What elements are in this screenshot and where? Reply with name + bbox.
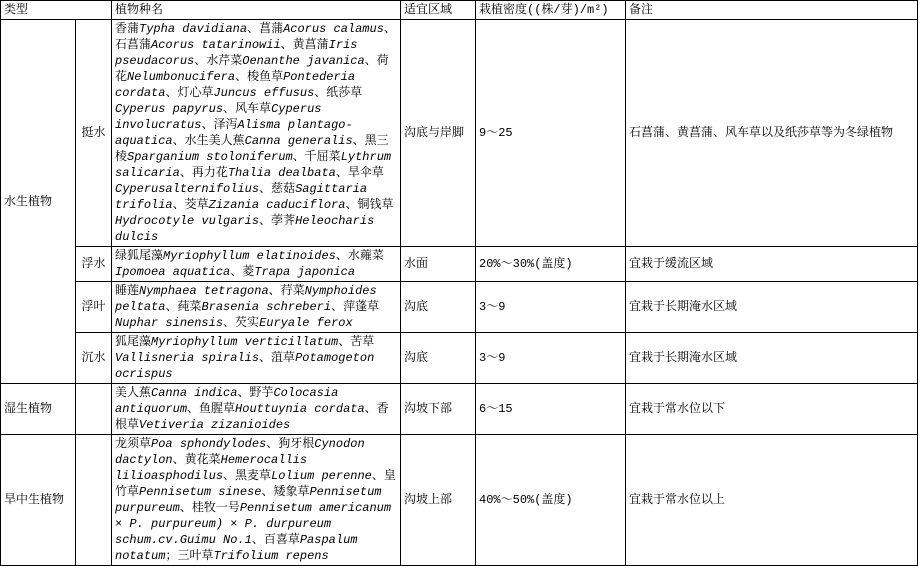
- type-cell: 水生植物: [1, 20, 76, 384]
- note-cell: 宜栽于长期淹水区域: [626, 333, 918, 384]
- latin-name: Heleocharis dulcis: [115, 214, 375, 244]
- density-cell: 9～25: [476, 20, 626, 247]
- density-cell: 20%～30%(盖度): [476, 247, 626, 282]
- header-species: 植物种名: [112, 1, 401, 20]
- latin-name: Acorus tatarinowii: [151, 38, 281, 52]
- species-cell: 睡莲Nymphaea tetragona、荇菜Nymphoides peltata、莼菜Brasenia schreberi、萍蓬草Nuphar sinensis、芡实Euryale ferox: [112, 282, 401, 333]
- latin-name: Myriophyllum elatinoides: [163, 249, 336, 263]
- note-cell: 宜栽于常水位以下: [626, 384, 918, 435]
- latin-name: Acorus calamus: [283, 22, 384, 36]
- latin-name: Pennisetum americanum × P. purpureum) × P. durpureum schum.cv.Guimu No.1: [115, 501, 392, 547]
- latin-name: Myriophyllum verticillatum: [151, 335, 339, 349]
- latin-name: Pennisetum purpureum: [115, 485, 382, 515]
- header-density: 栽植密度((株/芽)/m²): [476, 1, 626, 20]
- header-row: [1, 1, 918, 20]
- note-cell: 宜栽于常水位以上: [626, 435, 918, 566]
- area-cell: 沟底: [401, 282, 476, 333]
- latin-name: Juncus effusus: [213, 86, 315, 100]
- latin-name: Trifolium repens: [213, 549, 329, 563]
- latin-name: Vetiveria zizanioides: [139, 418, 291, 432]
- latin-name: Hydrocotyle vulgaris: [115, 214, 260, 228]
- latin-name: Nuphar sinensis: [115, 316, 224, 330]
- latin-name: Thalia dealbata: [227, 166, 336, 180]
- latin-name: Zizania caduciflora: [208, 198, 346, 212]
- species-cell: 香蒲Typha davidiana、菖蒲Acorus calamus、石菖蒲Acorus tatarinowii、黄菖蒲Iris pseudacorus、水芹菜Oenanthe javanica、荷花Nelumbonucifera、梭鱼草Pontederia cordata、灯心草Juncus effusus、纸莎草Cyperus papyrus、风车草Cyperus involucratus、泽泻Alisma plantago-aquatica、水生美人蕉Canna generalis、黑三棱Sparganium stoloniferum、千屈菜Lythrum salicaria、再力花Thalia dealbata、旱伞草Cyperusalternifolius、慈菇Sagittaria trifolia、茭草Zizania caduciflora、铜钱草Hydrocotyle vulgaris、荸荠Heleocharis dulcis: [112, 20, 401, 247]
- latin-name: Euryale ferox: [259, 316, 353, 330]
- latin-name: Sparganium stoloniferum: [127, 150, 293, 164]
- latin-name: Houttuynia cordata: [235, 402, 365, 416]
- latin-name: Nymphaea tetragona: [139, 284, 269, 298]
- table-row: [1, 247, 918, 282]
- latin-name: Sagittaria trifolia: [115, 182, 368, 212]
- latin-name: Cyperus involucratus: [115, 102, 322, 132]
- species-cell: 绿狐尾藻Myriophyllum elatinoides、水蕹菜Ipomoea aquatica、菱Trapa japonica: [112, 247, 401, 282]
- latin-name: Lolium perenne: [271, 469, 372, 483]
- type-cell: 湿生植物: [1, 384, 76, 435]
- note-cell: 石菖蒲、黄菖蒲、风车草以及纸莎草等为冬绿植物: [626, 20, 918, 247]
- area-cell: 沟坡上部: [401, 435, 476, 566]
- type-cell: 旱中生植物: [1, 435, 76, 566]
- subtype-cell: 浮水: [76, 247, 112, 282]
- area-cell: 沟底: [401, 333, 476, 384]
- latin-name: Cynodon dactylon: [115, 437, 365, 467]
- latin-name: Paspalum notatum: [115, 533, 358, 563]
- latin-name: Hemerocallis lilioasphodilus: [115, 453, 308, 483]
- subtype-cell: 沉水: [76, 333, 112, 384]
- density-cell: 3～9: [476, 282, 626, 333]
- subtype-cell: 挺水: [76, 20, 112, 247]
- table-row: [1, 20, 918, 247]
- latin-name: Pontederia cordata: [115, 70, 356, 100]
- header-area: 适宜区域: [401, 1, 476, 20]
- table-row: [1, 282, 918, 333]
- latin-name: Ipomoea aquatica: [115, 265, 231, 279]
- latin-name: Alisma plantago-aquatica: [115, 118, 353, 148]
- latin-name: Brasenia schreberi: [201, 300, 332, 314]
- latin-name: Cyperusalternifolius: [115, 182, 260, 196]
- latin-name: Pennisetum sinese: [139, 485, 262, 499]
- latin-name: Potamogeton ocrispus: [115, 351, 375, 381]
- density-cell: 6～15: [476, 384, 626, 435]
- latin-name: Trapa japonica: [254, 265, 356, 279]
- area-cell: 水面: [401, 247, 476, 282]
- latin-name: Poa sphondylodes: [151, 437, 267, 451]
- density-cell: 3～9: [476, 333, 626, 384]
- latin-name: Lythrum salicaria: [115, 150, 392, 180]
- table-row: [1, 333, 918, 384]
- latin-name: Vallisneria spiralis: [115, 351, 260, 365]
- latin-name: Cyperus papyrus: [115, 102, 224, 116]
- latin-name: Canna indica: [151, 386, 238, 400]
- header-note: 备注: [626, 1, 918, 20]
- subtype-cell: [76, 384, 112, 435]
- latin-name: Nelumbonucifera: [127, 70, 236, 84]
- note-cell: 宜栽于缓流区域: [626, 247, 918, 282]
- latin-name: Canna generalis: [244, 134, 353, 148]
- area-cell: 沟坡下部: [401, 384, 476, 435]
- latin-name: Colocasia antiquorum: [115, 386, 339, 416]
- table-row: [1, 435, 918, 566]
- latin-name: Oenanthe javanica: [242, 54, 365, 68]
- subtype-cell: [76, 435, 112, 566]
- latin-name: Typha davidiana: [139, 22, 248, 36]
- density-cell: 40%～50%(盖度): [476, 435, 626, 566]
- header-type: 类型: [1, 1, 112, 20]
- latin-name: Nymphoides peltata: [115, 284, 377, 314]
- species-cell: 狐尾藻Myriophyllum verticillatum、苦草Vallisneria spiralis、菹草Potamogeton ocrispus: [112, 333, 401, 384]
- note-cell: 宜栽于长期淹水区域: [626, 282, 918, 333]
- latin-name: Iris pseudacorus: [115, 38, 358, 68]
- subtype-cell: 浮叶: [76, 282, 112, 333]
- species-cell: 美人蕉Canna indica、野芋Colocasia antiquorum、鱼腥草Houttuynia cordata、香根草Vetiveria zizanioides: [112, 384, 401, 435]
- area-cell: 沟底与岸脚: [401, 20, 476, 247]
- species-cell: 龙须草Poa sphondylodes、狗牙根Cynodon dactylon、黄花菜Hemerocallis lilioasphodilus、黑麦草Lolium perenne、皇竹草Pennisetum sinese、矮象草Pennisetum purpureum、桂牧一号Pennisetum americanum × P. purpureum) × P. durpureum schum.cv.Guimu No.1、百喜草Paspalum notatum；三叶草Trifolium repens: [112, 435, 401, 566]
- table-row: [1, 384, 918, 435]
